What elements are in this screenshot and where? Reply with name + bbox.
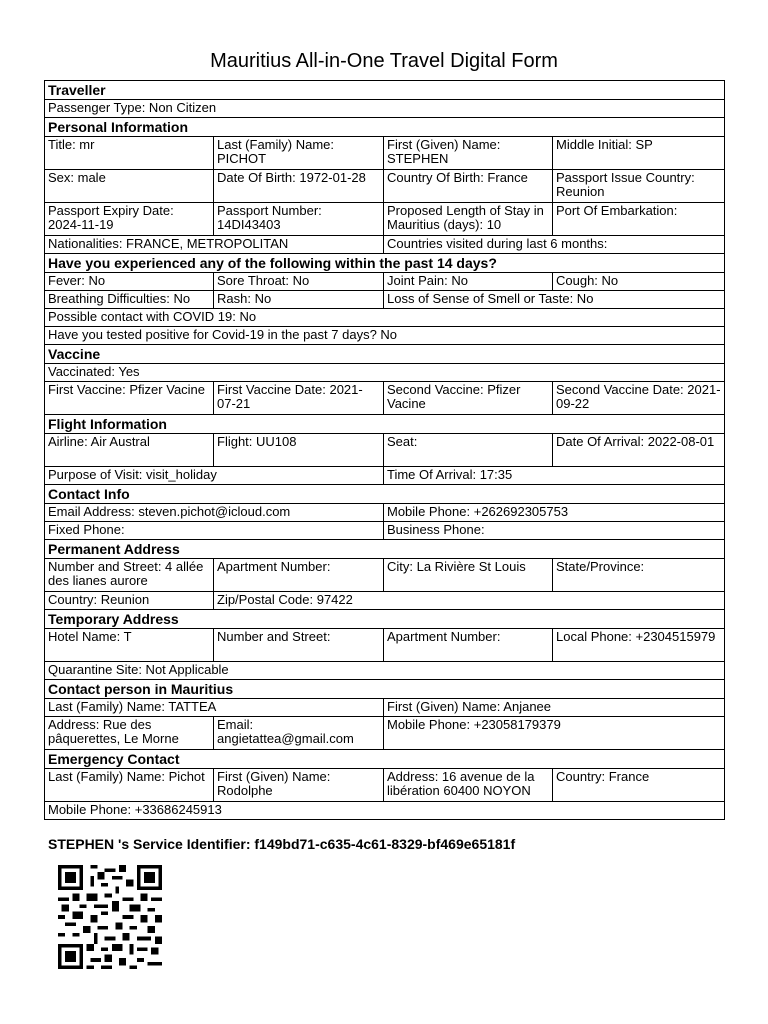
- sore-throat-field: Sore Throat: No: [214, 273, 384, 291]
- first-vaccine-field: First Vaccine: Pfizer Vacine: [45, 382, 214, 415]
- section-temporary-address: Temporary Address: [45, 610, 725, 629]
- airline-field: Airline: Air Austral: [45, 434, 214, 467]
- section-permanent-address: Permanent Address: [45, 540, 725, 559]
- contact-email-field: Email: angietattea@gmail.com: [214, 717, 384, 750]
- section-flight-information: Flight Information: [45, 415, 725, 434]
- passport-issue-country-field: Passport Issue Country: Reunion: [553, 170, 725, 203]
- flight-number-field: Flight: UU108: [214, 434, 384, 467]
- emergency-last-name-field: Last (Family) Name: Pichot: [45, 769, 214, 802]
- port-of-embarkation-field: Port Of Embarkation:: [553, 203, 725, 236]
- hotel-name-field: Hotel Name: T: [45, 629, 214, 662]
- section-vaccine: Vaccine: [45, 345, 725, 364]
- permanent-city-field: City: La Rivière St Louis: [384, 559, 553, 592]
- permanent-state-field: State/Province:: [553, 559, 725, 592]
- permanent-country-field: Country: Reunion: [45, 592, 214, 610]
- covid-contact-field: Possible contact with COVID 19: No: [45, 309, 725, 327]
- section-symptoms: Have you experienced any of the following within the past 14 days?: [45, 254, 725, 273]
- business-phone-field: Business Phone:: [384, 522, 725, 540]
- email-address-field: Email Address: steven.pichot@icloud.com: [45, 504, 384, 522]
- emergency-address-field: Address: 16 avenue de la libération 60400 NOYON: [384, 769, 553, 802]
- contact-last-name-field: Last (Family) Name: TATTEA: [45, 699, 384, 717]
- length-of-stay-field: Proposed Length of Stay in Mauritius (days): 10: [384, 203, 553, 236]
- passenger-type: Passenger Type: Non Citizen: [45, 100, 725, 118]
- passport-expiry-field: Passport Expiry Date: 2024-11-19: [45, 203, 214, 236]
- section-contact-person: Contact person in Mauritius: [45, 680, 725, 699]
- sex-field: Sex: male: [45, 170, 214, 203]
- permanent-apartment-field: Apartment Number:: [214, 559, 384, 592]
- title-field: Title: mr: [45, 137, 214, 170]
- passport-number-field: Passport Number: 14DI43403: [214, 203, 384, 236]
- qr-code-icon: [58, 865, 162, 969]
- seat-field: Seat:: [384, 434, 553, 467]
- contact-address-field: Address: Rue des pâquerettes, Le Morne: [45, 717, 214, 750]
- countries-visited-field: Countries visited during last 6 months:: [384, 236, 725, 254]
- first-name-field: First (Given) Name: STEPHEN: [384, 137, 553, 170]
- form-title: Mauritius All-in-One Travel Digital Form: [210, 50, 558, 72]
- emergency-country-field: Country: France: [553, 769, 725, 802]
- emergency-first-name-field: First (Given) Name: Rodolphe: [214, 769, 384, 802]
- service-identifier: STEPHEN 's Service Identifier: f149bd71-c635-4c61-8329-bf469e65181f: [48, 836, 516, 852]
- section-traveller: Traveller: [45, 81, 725, 100]
- loss-of-smell-field: Loss of Sense of Smell or Taste: No: [384, 291, 725, 309]
- date-of-arrival-field: Date Of Arrival: 2022-08-01: [553, 434, 725, 467]
- mobile-phone-field: Mobile Phone: +262692305753: [384, 504, 725, 522]
- tested-positive-field: Have you tested positive for Covid-19 in the past 7 days? No: [45, 327, 725, 345]
- rash-field: Rash: No: [214, 291, 384, 309]
- date-of-birth-field: Date Of Birth: 1972-01-28: [214, 170, 384, 203]
- fixed-phone-field: Fixed Phone:: [45, 522, 384, 540]
- last-name-field: Last (Family) Name: PICHOT: [214, 137, 384, 170]
- vaccinated-field: Vaccinated: Yes: [45, 364, 725, 382]
- time-of-arrival-field: Time Of Arrival: 17:35: [384, 467, 725, 485]
- section-personal-information: Personal Information: [45, 118, 725, 137]
- section-emergency-contact: Emergency Contact: [45, 750, 725, 769]
- contact-first-name-field: First (Given) Name: Anjanee: [384, 699, 725, 717]
- breathing-difficulties-field: Breathing Difficulties: No: [45, 291, 214, 309]
- middle-initial-field: Middle Initial: SP: [553, 137, 725, 170]
- quarantine-site-field: Quarantine Site: Not Applicable: [45, 662, 725, 680]
- first-vaccine-date-field: First Vaccine Date: 2021-07-21: [214, 382, 384, 415]
- permanent-street-field: Number and Street: 4 allée des lianes aurore: [45, 559, 214, 592]
- emergency-mobile-field: Mobile Phone: +33686245913: [45, 802, 725, 820]
- joint-pain-field: Joint Pain: No: [384, 273, 553, 291]
- permanent-zip-field: Zip/Postal Code: 97422: [214, 592, 725, 610]
- second-vaccine-date-field: Second Vaccine Date: 2021-09-22: [553, 382, 725, 415]
- temporary-apartment-field: Apartment Number:: [384, 629, 553, 662]
- country-of-birth-field: Country Of Birth: France: [384, 170, 553, 203]
- contact-mobile-field: Mobile Phone: +23058179379: [384, 717, 725, 750]
- cough-field: Cough: No: [553, 273, 725, 291]
- local-phone-field: Local Phone: +2304515979: [553, 629, 725, 662]
- section-contact-info: Contact Info: [45, 485, 725, 504]
- nationalities-field: Nationalities: FRANCE, METROPOLITAN: [45, 236, 384, 254]
- purpose-of-visit-field: Purpose of Visit: visit_holiday: [45, 467, 384, 485]
- temporary-street-field: Number and Street:: [214, 629, 384, 662]
- travel-form-table: [44, 80, 725, 820]
- fever-field: Fever: No: [45, 273, 214, 291]
- second-vaccine-field: Second Vaccine: Pfizer Vacine: [384, 382, 553, 415]
